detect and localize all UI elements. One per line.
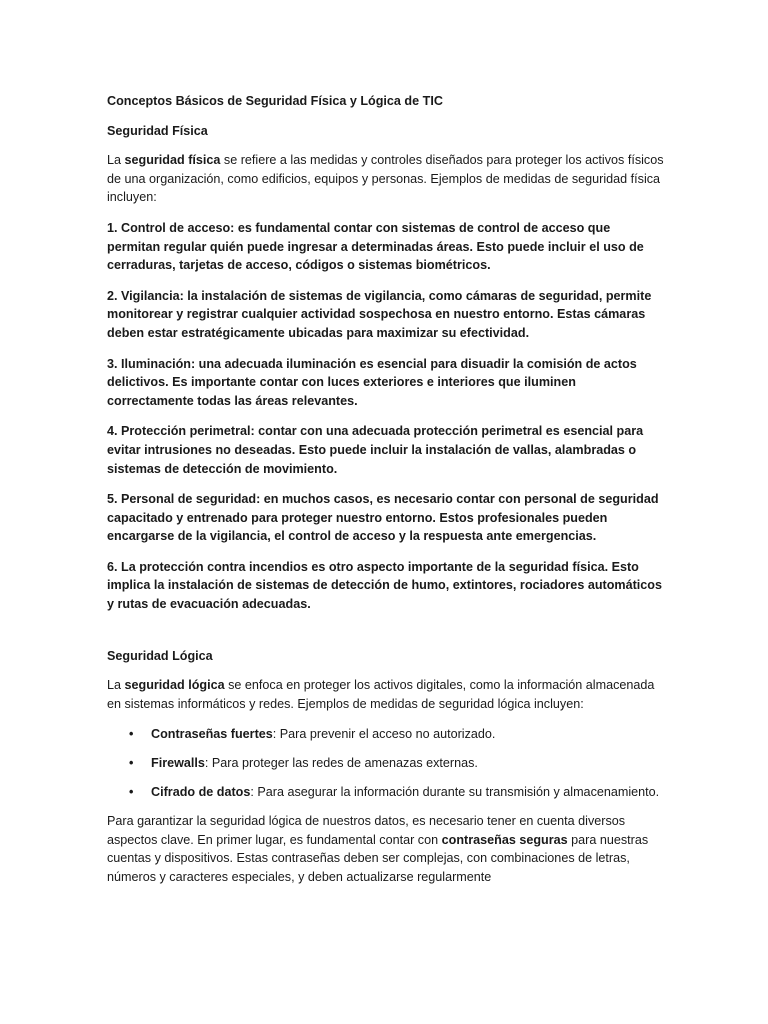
bullet-icon: • [129, 784, 134, 799]
logical-intro-rest: se enfoca en proteger los activos digitales, como la información almacenada en sistemas informáticos y redes. Ejemplos de medidas de seguridad lógica incluyen: [107, 678, 655, 711]
physical-intro-paragraph [107, 151, 665, 207]
physical-item-3: 3. Iluminación: una adecuada iluminación es esencial para disuadir la comisión de actos delictivos. Es importante contar con luces exteriores e interiores que iluminen correctamente todas las áreas relevantes. [107, 356, 637, 408]
bullet-term: Contraseñas fuertes [151, 727, 273, 742]
bullet-term: Firewalls [151, 756, 205, 771]
closing-rest: para nuestras cuentas y dispositivos. Estas contraseñas deben ser complejas, con combinaciones de letras, números y caracteres especiales, y deben actualizarse regularmente [107, 832, 649, 884]
logical-intro-term: seguridad lógica [124, 678, 225, 693]
closing-prefix: Para garantizar la seguridad lógica de nuestros datos, es necesario tener en cuenta diversos aspectos clave. En primer lugar, es fundamental contar con [107, 814, 626, 847]
document-title: Conceptos Básicos de Seguridad Física y Lógica de TIC [107, 94, 443, 108]
bullet-text: : Para asegurar la información durante su transmisión y almacenamiento. [250, 784, 660, 799]
bullet-text: : Para proteger las redes de amenazas externas. [204, 756, 478, 771]
physical-item-5: 5. Personal de seguridad: en muchos casos, es necesario contar con personal de seguridad capacitado y entrenado para proteger nuestro entorno. Estos profesionales pueden encargarse de la vigilancia, el control de acceso y la respuesta ante emergencias. [107, 492, 659, 544]
physical-intro-prefix: La [107, 153, 125, 168]
bullet-term: Cifrado de datos [151, 784, 251, 799]
logical-closing-paragraph [107, 812, 665, 886]
list-item [107, 725, 665, 744]
logical-intro-prefix: La [107, 678, 125, 693]
bullet-icon: • [129, 727, 134, 742]
section-heading-logical: Seguridad Lógica [107, 648, 213, 663]
physical-item-2: 2. Vigilancia: la instalación de sistemas de vigilancia, como cámaras de seguridad, permite monitorear y registrar cualquier actividad sospechosa en nuestro entorno. Estas cámaras deben estar estratégicamente ubicadas para maximizar su efectividad. [107, 288, 652, 340]
bullet-text: : Para prevenir el acceso no autorizado. [272, 727, 496, 742]
bullet-icon: • [129, 756, 134, 771]
physical-item-4: 4. Protección perimetral: contar con una adecuada protección perimetral es esencial para evitar intrusiones no deseadas. Esto puede incluir la instalación de vallas, alambradas o sistemas de detección de movimiento. [107, 424, 644, 476]
logical-intro-paragraph [107, 676, 665, 713]
closing-term: contraseñas seguras [441, 832, 568, 847]
physical-intro-term: seguridad física [124, 153, 221, 168]
document-page [107, 92, 665, 899]
physical-item-6: 6. La protección contra incendios es otro aspecto importante de la seguridad física. Esto implica la instalación de sistemas de detección de humo, extintores, rociadores automáticos y rutas de evacuación adecuadas. [107, 559, 662, 612]
logical-bullet-list [107, 725, 665, 801]
physical-item-1: 1. Control de acceso: es fundamental contar con sistemas de control de acceso que permitan regular quién puede ingresar a determinadas áreas. Esto puede incluir el uso de cerraduras, tarjetas de acceso, códigos o sistemas biométricos. [107, 220, 644, 273]
list-item [107, 754, 665, 773]
section-spacer [107, 626, 665, 647]
section-heading-physical: Seguridad Física [107, 123, 208, 138]
list-item [107, 783, 665, 802]
physical-intro-rest: se refiere a las medidas y controles diseñados para proteger los activos físicos de una organización, como edificios, equipos y personas. Ejemplos de medidas de seguridad física incluyen: [107, 153, 664, 205]
